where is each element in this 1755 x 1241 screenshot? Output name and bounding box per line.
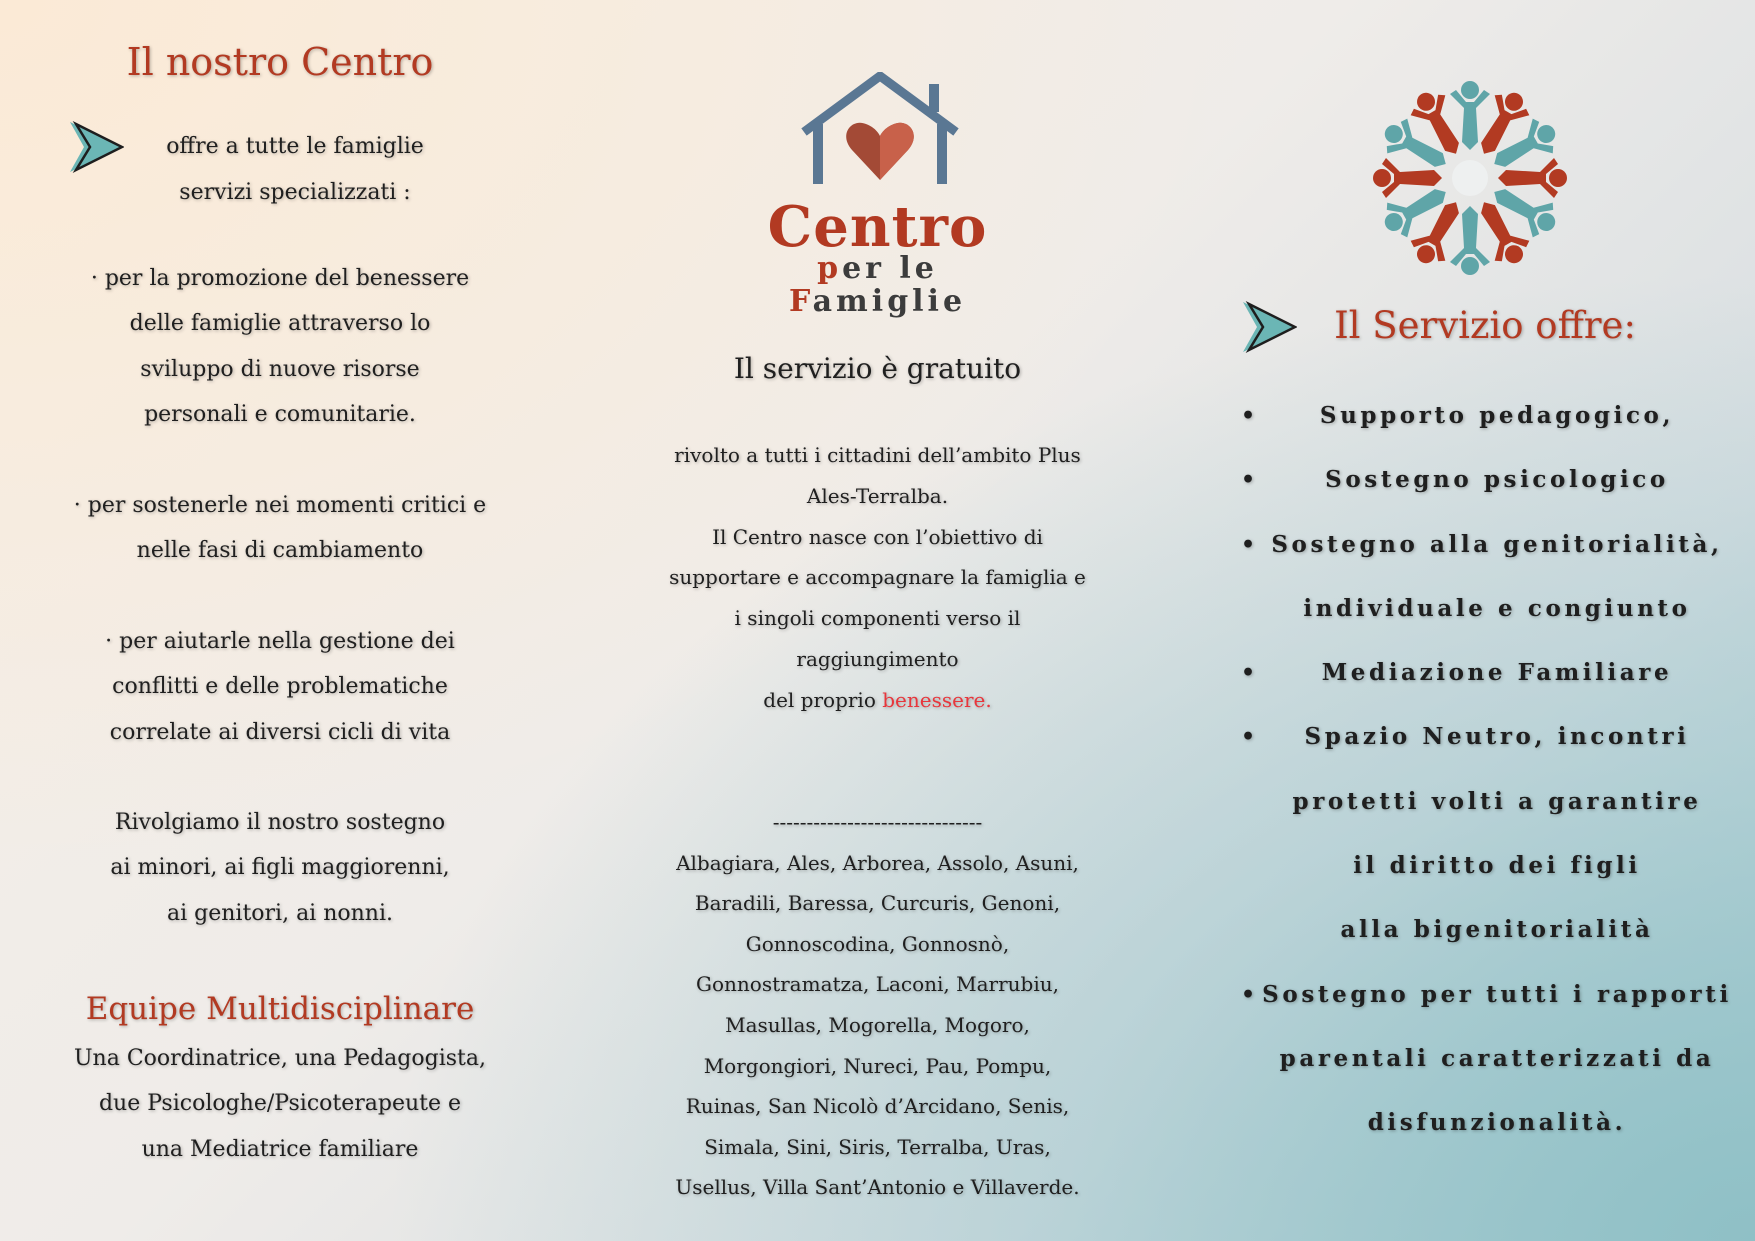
item-text: parentali caratterizzati da <box>1279 1044 1715 1072</box>
audience-block <box>60 800 500 936</box>
centro-title: Il nostro Centro <box>126 40 434 84</box>
bullet: • <box>1241 660 1259 687</box>
text-line: supportare e accompagnare la famiglia e <box>669 565 1086 590</box>
item-text: protetti volti a garantire <box>1292 787 1702 815</box>
logo-text-centro: Centro <box>767 194 988 260</box>
text-line: delle famiglie attraverso lo <box>129 311 431 337</box>
text-line: sviluppo di nuove risorse <box>140 356 420 382</box>
town-line: Baradili, Baressa, Curcuris, Genoni, <box>694 891 1061 916</box>
bullet: • <box>1241 467 1259 494</box>
service-description <box>650 435 1105 721</box>
text-span: del proprio <box>763 687 883 712</box>
town-line: Gonnoscodina, Gonnosnò, <box>745 931 1010 956</box>
item-text: alla bigenitorialità <box>1340 916 1654 944</box>
text-line: due Psicologhe/Psicoterapeute e <box>98 1091 462 1117</box>
list-item <box>1235 641 1735 705</box>
bullet: • <box>1241 981 1259 1008</box>
text-line: correlate ai diversi cicli di vita <box>109 719 451 745</box>
intro-line: offre a tutte le famiglie <box>166 134 424 159</box>
text-line: Ales-Terralba. <box>806 483 949 508</box>
item-text: Supporto pedagogico, <box>1319 402 1675 429</box>
text-line: personali e comunitarie. <box>144 401 416 427</box>
town-line: Ruinas, San Nicolò d’Arcidano, Senis, <box>685 1094 1070 1119</box>
towns-list <box>650 802 1105 1208</box>
item-text: disfunzionalità. <box>1367 1109 1627 1137</box>
logo-text-per-le <box>650 252 1105 286</box>
logo-text: er le <box>842 251 938 286</box>
logo-text-famiglie <box>650 285 1105 319</box>
town-line: Usellus, Villa Sant’Antonio e Villaverde. <box>675 1175 1080 1200</box>
text-line: conflitti e delle problematiche <box>112 674 448 700</box>
service-block-critical <box>60 483 500 574</box>
arrow-right-icon <box>1241 298 1297 356</box>
item-text: Sostegno alla genitorialità, <box>1271 530 1723 558</box>
list-item <box>1235 963 1735 1156</box>
text-line: una Mediatrice familiare <box>141 1136 419 1162</box>
text-line: · per la promozione del benessere <box>90 266 470 291</box>
item-text: il diritto dei figli <box>1353 852 1641 880</box>
services-list <box>1235 384 1735 1156</box>
text-line: · per aiutarle nella gestione dei <box>105 629 455 654</box>
item-text: Sostegno psicologico <box>1325 466 1669 494</box>
free-service-heading: Il servizio è gratuito <box>733 352 1022 385</box>
town-line: Simala, Sini, Siris, Terralba, Uras, <box>704 1134 1051 1159</box>
list-item <box>1235 448 1735 512</box>
equipe-title: Equipe Multidisciplinare <box>85 991 475 1027</box>
item-text: individuale e congiunto <box>1303 594 1691 622</box>
item-text: Sostegno per tutti i rapporti <box>1262 980 1732 1008</box>
list-item <box>1235 384 1735 448</box>
intro-line: servizi specializzati : <box>179 180 411 205</box>
text-line <box>650 680 1105 721</box>
text-line: ai minori, ai figli maggiorenni, <box>110 855 450 881</box>
text-line: Rivolgiamo il nostro sostegno <box>114 810 446 835</box>
list-item <box>1235 513 1735 642</box>
town-line: Masullas, Mogorella, Mogoro, <box>725 1012 1030 1037</box>
text-line: raggiungimento <box>796 646 959 671</box>
bullet: • <box>1241 724 1259 751</box>
equipe-text <box>60 1036 500 1172</box>
highlight-benessere: benessere. <box>882 687 992 712</box>
logo-letter: p <box>817 251 843 286</box>
item-text: Spazio Neutro, incontri <box>1304 723 1690 751</box>
logo-text: amiglie <box>812 284 967 319</box>
service-block-conflicts <box>60 619 500 755</box>
text-line: ai genitori, ai nonni. <box>166 900 393 926</box>
town-line: Gonnostramatza, Laconi, Marrubiu, <box>696 972 1059 997</box>
house-heart-icon <box>800 72 960 187</box>
town-line: Morgongiori, Nureci, Pau, Pompu, <box>703 1053 1052 1078</box>
logo-letter: F <box>788 284 813 319</box>
bullet: • <box>1241 403 1259 429</box>
separator: ------------------------------- <box>772 810 983 834</box>
service-block-wellbeing <box>60 256 500 437</box>
servizio-title: Il Servizio offre: <box>1334 304 1636 347</box>
text-line: Il Centro nasce con l’obiettivo di <box>712 524 1043 549</box>
intro-text <box>100 124 490 216</box>
text-line: rivolto a tutti i cittadini dell’ambito Plus <box>674 443 1081 467</box>
text-line: Una Coordinatrice, una Pedagogista, <box>74 1046 486 1071</box>
text-line: nelle fasi di cambiamento <box>136 538 424 564</box>
bullet: • <box>1241 531 1259 558</box>
list-item <box>1235 705 1735 962</box>
item-text: Mediazione Familiare <box>1321 659 1673 687</box>
town-line: Albagiara, Ales, Arborea, Assolo, Asuni, <box>676 850 1079 875</box>
people-circle-icon <box>1372 80 1568 276</box>
text-line: i singoli componenti verso il <box>734 606 1021 631</box>
text-line: · per sostenerle nei momenti critici e <box>73 493 487 518</box>
